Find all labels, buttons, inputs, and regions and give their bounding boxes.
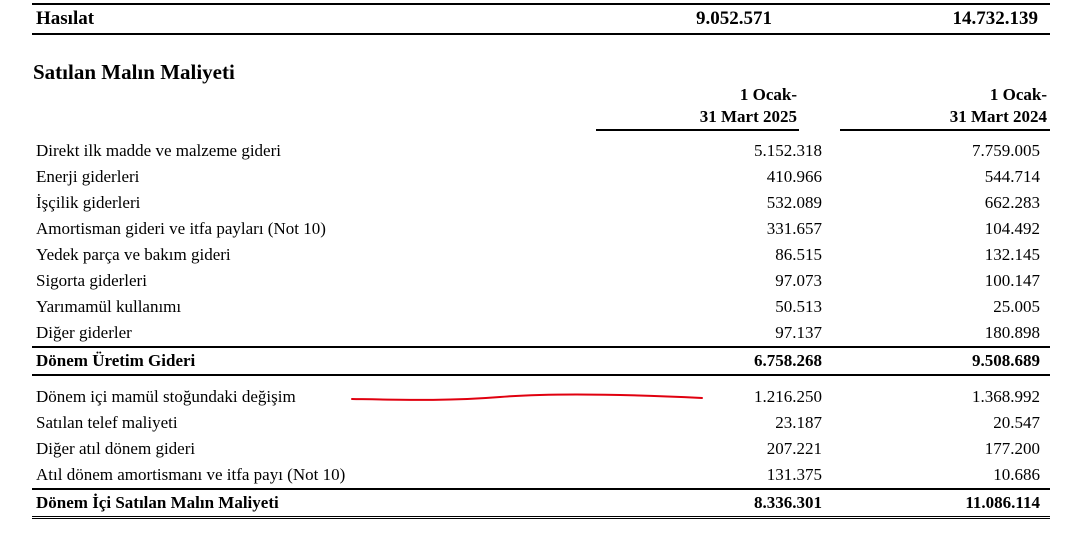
column-rule-2024 xyxy=(840,129,1050,131)
total-2024: 11.086.114 xyxy=(965,493,1040,512)
table-row xyxy=(32,436,1050,462)
row-gap xyxy=(32,376,1050,384)
row-value-2024: 180.898 xyxy=(984,323,1040,342)
row-label: Yarımamül kullanımı xyxy=(36,297,182,316)
row-value-2025: 50.513 xyxy=(775,297,822,316)
row-value-2024: 662.283 xyxy=(984,193,1040,212)
row-label: Enerji giderleri xyxy=(36,167,140,186)
column-header-2025-line1: 1 Ocak- xyxy=(739,85,797,104)
row-value-2025: 207.221 xyxy=(766,439,822,458)
revenue-label: Hasılat xyxy=(36,8,95,29)
row-value-2025: 410.966 xyxy=(766,167,822,186)
table-row xyxy=(32,462,1050,488)
subtotal-row xyxy=(32,346,1050,376)
revenue-rule xyxy=(32,33,1050,35)
row-value-2025: 331.657 xyxy=(766,219,822,238)
revenue-row xyxy=(32,4,1050,33)
row-label: Dönem içi mamül stoğundaki değişim xyxy=(36,387,296,406)
row-value-2024: 104.492 xyxy=(984,219,1040,238)
row-value-2024: 100.147 xyxy=(984,271,1040,290)
column-header-2024-line2: 31 Mart 2024 xyxy=(949,107,1047,126)
revenue-2024: 14.732.139 xyxy=(952,8,1038,29)
row-value-2025: 131.375 xyxy=(766,465,822,484)
row-value-2025: 97.073 xyxy=(775,271,822,290)
row-value-2025: 5.152.318 xyxy=(754,141,822,160)
table-row xyxy=(32,164,1050,190)
row-value-2025: 97.137 xyxy=(775,323,822,342)
column-header-2025 xyxy=(700,84,797,128)
table-row xyxy=(32,216,1050,242)
row-value-2024: 25.005 xyxy=(993,297,1040,316)
row-value-2024: 20.547 xyxy=(993,413,1040,432)
column-header-2024-line1: 1 Ocak- xyxy=(989,85,1047,104)
total-2025: 8.336.301 xyxy=(754,493,822,512)
cost-table xyxy=(32,138,1050,519)
row-label: Diğer atıl dönem gideri xyxy=(36,439,196,458)
row-value-2024: 1.368.992 xyxy=(972,387,1040,406)
column-rule-2025 xyxy=(596,129,799,131)
row-value-2024: 544.714 xyxy=(984,167,1040,186)
table-row xyxy=(32,242,1050,268)
row-value-2025: 86.515 xyxy=(775,245,822,264)
row-value-2025: 23.187 xyxy=(775,413,822,432)
table-row xyxy=(32,138,1050,164)
revenue-2025: 9.052.571 xyxy=(696,8,772,29)
row-value-2024: 132.145 xyxy=(984,245,1040,264)
total-label: Dönem İçi Satılan Malın Maliyeti xyxy=(36,493,279,512)
row-label: Direkt ilk madde ve malzeme gideri xyxy=(36,141,281,160)
subtotal-label: Dönem Üretim Gideri xyxy=(36,351,196,370)
subtotal-2024: 9.508.689 xyxy=(972,351,1040,370)
total-row xyxy=(32,488,1050,519)
table-row xyxy=(32,294,1050,320)
row-value-2025: 532.089 xyxy=(766,193,822,212)
row-value-2024: 177.200 xyxy=(984,439,1040,458)
row-label: Sigorta giderleri xyxy=(36,271,147,290)
subtotal-2025: 6.758.268 xyxy=(754,351,822,370)
row-value-2024: 7.759.005 xyxy=(972,141,1040,160)
row-label: Atıl dönem amortismanı ve itfa payı (Not 10) xyxy=(36,465,346,484)
row-label: Amortisman gideri ve itfa payları (Not 10) xyxy=(36,219,326,238)
row-value-2024: 10.686 xyxy=(993,465,1040,484)
red-underline-annotation xyxy=(350,390,705,406)
column-header-2024 xyxy=(950,84,1047,128)
row-value-2025: 1.216.250 xyxy=(754,387,822,406)
row-label: Yedek parça ve bakım gideri xyxy=(36,245,231,264)
column-header-2025-line2: 31 Mart 2025 xyxy=(699,107,797,126)
row-label: Diğer giderler xyxy=(36,323,132,342)
table-row xyxy=(32,190,1050,216)
section-title: Satılan Malın Maliyeti xyxy=(33,60,235,84)
row-label: İşçilik giderleri xyxy=(36,193,141,212)
row-label: Satılan telef maliyeti xyxy=(36,413,178,432)
table-row xyxy=(32,268,1050,294)
table-row xyxy=(32,410,1050,436)
table-row xyxy=(32,320,1050,346)
